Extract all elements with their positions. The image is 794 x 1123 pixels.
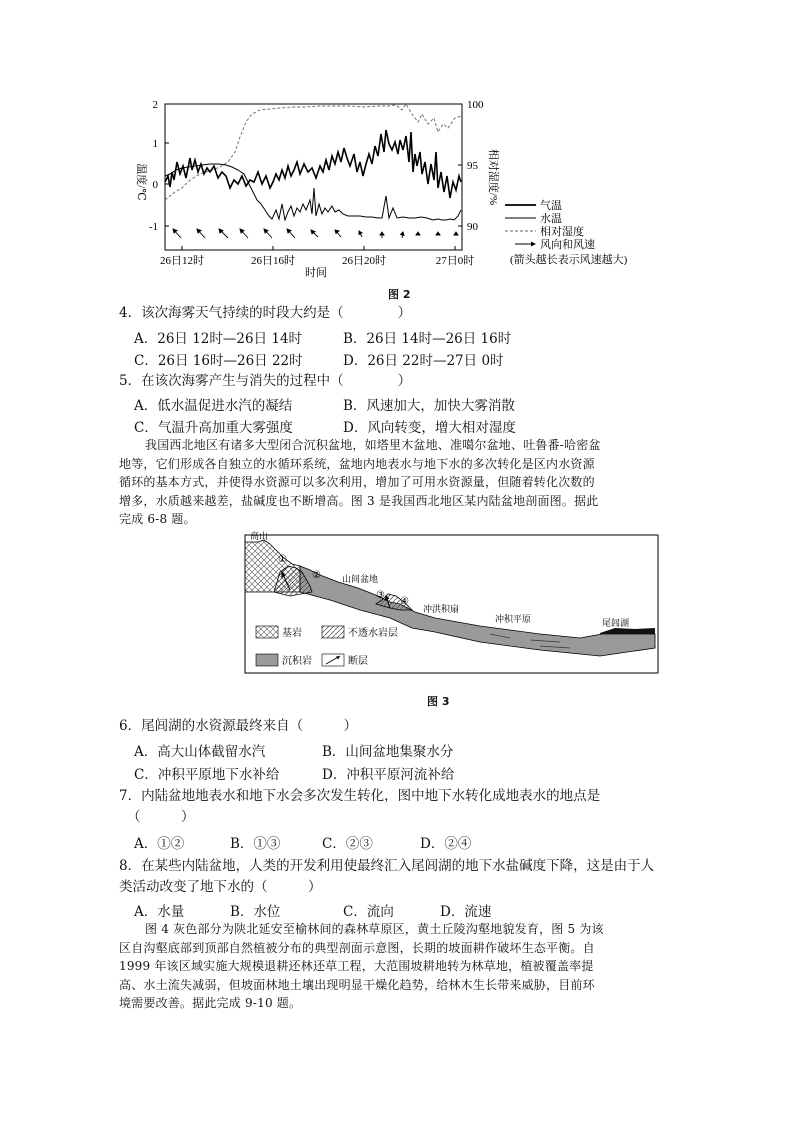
legend-label: 相对湿度 [540, 226, 584, 238]
legend-impermeable: 不透水岩层 [348, 628, 398, 639]
legend-label: 风向和风速 [540, 239, 595, 251]
question-8-option-a[interactable]: A．水量 [134, 904, 185, 920]
question-5-option-a[interactable]: A．低水温促进水汽的凝结 [134, 398, 293, 414]
diagram-legend [256, 626, 398, 667]
wind-arrow [380, 232, 384, 238]
question-8-stem: 8．在某些内陆盆地，人类的开发利用使最终汇入尾闾湖的地下水盐碱度下降，这是由于人 [119, 858, 655, 874]
question-5-stem: 5．在该次海雾产生与消失的过程中（ ） [119, 373, 412, 389]
question-8-option-c[interactable]: C．流向 [343, 904, 394, 920]
series-line-humidity [165, 104, 461, 200]
y-right-tick-label: 95 [467, 160, 478, 172]
figure-3-caption: 图 3 [427, 695, 450, 708]
chart-legend [505, 198, 628, 266]
x-axis-label: 时间 [305, 267, 327, 279]
question-5-option-d[interactable]: D．风向转变，增大相对湿度 [343, 420, 516, 436]
wind-arrows [173, 229, 458, 238]
y-right-tick-label: 100 [467, 99, 484, 111]
passage-6-8 [119, 436, 679, 529]
legend-note: (箭头越长表示风速越大) [510, 254, 628, 266]
label-gaoshan: 高山 [250, 531, 269, 541]
label-n4: ④ [400, 596, 409, 607]
question-7-stem-cont: （ ） [127, 809, 195, 825]
passage-line: 我国西北地区有诸多大型闭合沉积盆地，如塔里木盆地、准噶尔盆地、吐鲁番-哈密盆 [145, 438, 601, 452]
question-6-stem: 6．尾闾湖的水资源最终来自（ ） [119, 718, 358, 734]
question-6-option-b[interactable]: B．山间盆地集聚水分 [322, 744, 454, 760]
question-7-option-c[interactable]: C．②③ [322, 836, 373, 852]
figure-3-diagram [240, 530, 665, 680]
label-n1: ① [278, 554, 287, 565]
figure-2-caption: 图 2 [388, 288, 411, 301]
question-8-option-d[interactable]: D．流速 [440, 904, 492, 920]
passage-line: 1999 年该区域实施大规模退耕还林还草工程，大范围坡耕地转为林草地，植被覆盖率提 [119, 959, 594, 973]
x-tick-label: 26日12时 [160, 255, 204, 267]
passage-line: 地等，它们形成各自独立的水循环系统，盆地内地表水与地下水的多次转化是区内水资源 [119, 456, 595, 471]
question-4-option-b[interactable]: B．26日 14时—26日 16时 [343, 331, 512, 347]
label-n2: ② [312, 570, 321, 581]
wind-arrow [197, 229, 205, 238]
question-7-option-d[interactable]: D．②④ [420, 836, 472, 852]
x-tick-label: 26日16时 [251, 255, 295, 267]
question-4-option-c[interactable]: C．26日 16时—26日 22时 [134, 353, 303, 369]
legend-label: 水温 [540, 213, 562, 225]
passage-line: 境需要改善。据此完成 9-10 题。 [119, 996, 302, 1010]
x-ticks [160, 246, 474, 267]
y-left-tick-label: -1 [148, 221, 158, 233]
plot-frame [165, 104, 462, 250]
y-right-tick-label: 90 [467, 221, 478, 233]
question-5-option-c[interactable]: C．气温升高加重大雾强度 [134, 420, 293, 436]
label-shanjian: 山间盆地 [342, 574, 379, 584]
passage-line: 高、水土流失减弱，但坡面林地土壤出现明显干燥化趋势，给林木生长带来威胁，目前环 [119, 977, 595, 992]
wind-arrow [311, 230, 318, 237]
y-left-ticks [149, 99, 169, 233]
wind-arrow [401, 232, 405, 238]
question-7-option-a[interactable]: A．①② [134, 836, 185, 852]
y-left-axis-label: 温度/℃ [135, 163, 147, 201]
question-4-stem: 4．该次海雾天气持续的时段大约是（ ） [119, 305, 412, 321]
label-chonghong: 冲洪积扇 [423, 604, 460, 614]
question-7-stem: 7．内陆盆地地表水和地下水会多次发生转化，图中地下水转化成地表水的地点是 [119, 788, 601, 804]
wind-arrow [335, 230, 341, 237]
passage-line: 图 4 灰色部分为陕北延安至榆林间的森林草原区，黄土丘陵沟壑地貌发育，图 5 为该 [145, 922, 604, 936]
question-6-option-a[interactable]: A．高大山体截留水汽 [134, 744, 266, 760]
y-left-tick-label: 0 [152, 179, 158, 191]
question-4-option-d[interactable]: D．26日 22时—27日 0时 [343, 353, 504, 369]
wind-arrow [240, 229, 248, 238]
x-tick-label: 27日0时 [435, 255, 475, 267]
figure-2-chart [120, 92, 680, 282]
y-left-tick-label: 2 [152, 99, 158, 111]
passage-9-10 [119, 920, 679, 1013]
wind-arrow [219, 229, 228, 238]
passage-line: 区自沟壑底部到顶部自然植被分布的典型剖面示意图，长期的坡面耕作破坏生态平衡。自 [119, 940, 595, 955]
y-right-axis-label: 相对湿度/% [487, 148, 499, 206]
passage-line: 增多，水质越来越差，盐碱度也不断增高。图 3 是我国西北地区某内陆盆地剖面图。据此 [119, 493, 599, 508]
legend-label: 气温 [540, 200, 562, 212]
wind-arrow [287, 229, 295, 238]
wind-arrow [264, 229, 272, 238]
legend-sedimentary: 沉积岩 [282, 656, 312, 667]
wind-arrow [416, 232, 420, 235]
question-8-stem-cont: 类活动改变了地下水的（ ） [119, 879, 322, 895]
question-8-option-b[interactable]: B．水位 [230, 904, 281, 920]
passage-line: 循环的基本方式，并使得水资源可以多次利用，增加了可用水资源量，但随着转化次数的 [119, 475, 595, 489]
lake [600, 628, 655, 634]
passage-line: 完成 6-8 题。 [119, 512, 196, 526]
label-weilv: 尾闾湖 [602, 618, 630, 628]
label-n3: ③ [376, 590, 385, 601]
wind-arrow [454, 232, 458, 235]
wind-arrow [359, 231, 362, 237]
question-7-option-b[interactable]: B．①③ [230, 836, 281, 852]
question-6-option-c[interactable]: C．冲积平原地下水补给 [134, 767, 280, 783]
question-5-option-b[interactable]: B．风速加大，加快大雾消散 [343, 398, 515, 414]
legend-fault: 断层 [348, 656, 368, 667]
wind-arrow [436, 232, 440, 235]
question-4-option-a[interactable]: A．26日 12时—26日 14时 [134, 331, 303, 347]
y-left-tick-label: 1 [152, 138, 158, 150]
label-chongji: 冲积平原 [495, 614, 532, 624]
x-tick-label: 26日20时 [342, 255, 386, 267]
question-6-option-d[interactable]: D．冲积平原河流补给 [322, 767, 455, 783]
legend-bedrock: 基岩 [282, 628, 302, 639]
wind-arrow [173, 229, 181, 238]
